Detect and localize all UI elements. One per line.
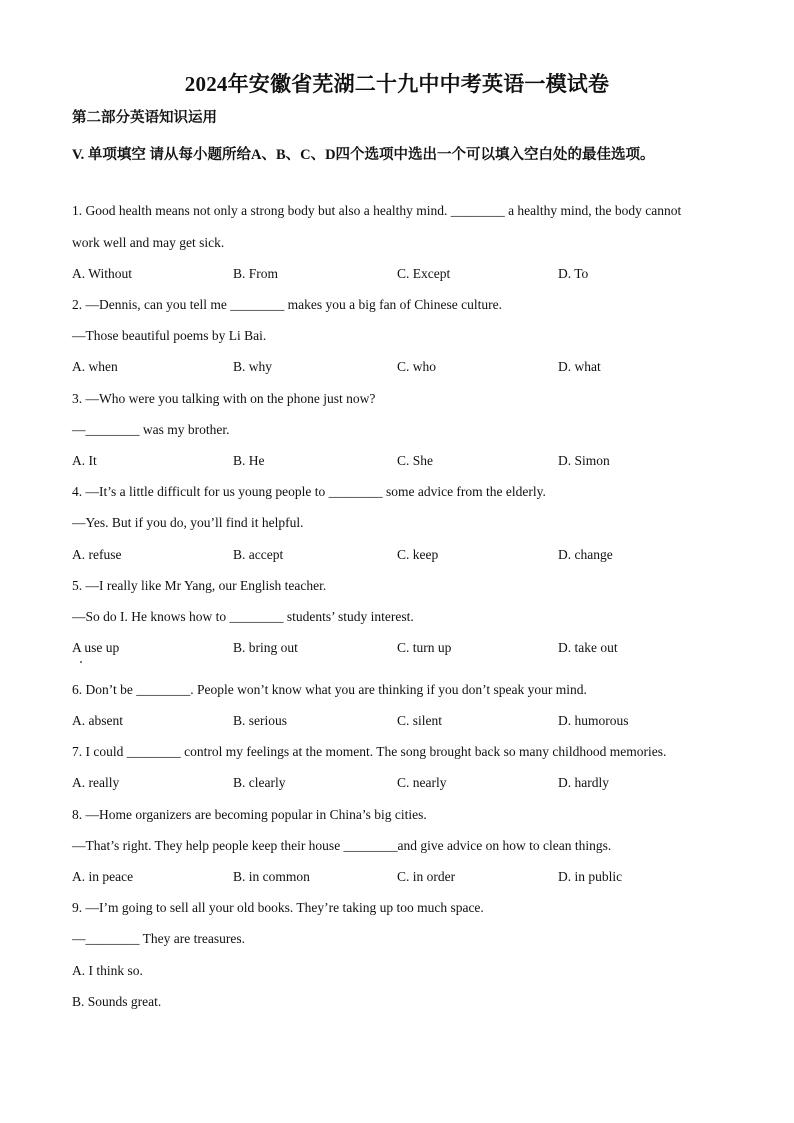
question-1-text: 1. Good health means not only a strong body but also a healthy mind. ________ a healthy mind, the body cannot: [72, 203, 682, 218]
question-3-option-d: D. Simon: [558, 453, 610, 468]
question-1-option-b: B. From: [233, 266, 279, 281]
question-6-option-a: A. absent: [72, 713, 123, 728]
question-6-text: 6. Don’t be ________. People won’t know what you are thinking if you don’t speak your mind.: [72, 682, 587, 697]
question-8-option-a: A. in peace: [72, 869, 134, 884]
section-heading: 第二部分英语知识运用: [72, 110, 217, 126]
question-7-text: 7. I could ________ control my feelings at the moment. The song brought back so many childhood memories.: [72, 744, 667, 759]
stray-dot-mark: [80, 661, 82, 663]
question-1-option-d: D. To: [558, 266, 589, 281]
question-3-option-a: A. It: [72, 453, 97, 468]
question-2-option-d: D. what: [558, 359, 601, 374]
question-3-option-b: B. He: [233, 453, 265, 468]
page-title: 2024年安徽省芜湖二十九中中考英语一模试卷: [184, 72, 610, 96]
question-9-option-b: B. Sounds great.: [72, 994, 162, 1009]
question-2-option-c: C. who: [397, 359, 437, 374]
question-4-option-b: B. accept: [233, 547, 284, 562]
question-7-option-c: C. nearly: [397, 775, 447, 790]
question-4-answer-line: —Yes. But if you do, you’ll find it helpful.: [72, 515, 304, 530]
question-5-text: 5. —I really like Mr Yang, our English teacher.: [72, 578, 327, 593]
question-6-option-c: C. silent: [397, 713, 443, 728]
question-9-option-a: A. I think so.: [72, 963, 143, 978]
question-3-answer-line: —________ was my brother.: [72, 422, 230, 437]
question-2-option-a: A. when: [72, 359, 118, 374]
question-3-text: 3. —Who were you talking with on the phone just now?: [72, 391, 376, 406]
question-4-text: 4. —It’s a little difficult for us young people to ________ some advice from the elderly.: [72, 484, 546, 499]
question-7-option-b: B. clearly: [233, 775, 286, 790]
question-7-option-a: A. really: [72, 775, 120, 790]
question-6-option-b: B. serious: [233, 713, 287, 728]
question-9-answer-line: —________ They are treasures.: [72, 931, 245, 946]
question-2-option-b: B. why: [233, 359, 273, 374]
question-2-text: 2. —Dennis, can you tell me ________ makes you a big fan of Chinese culture.: [72, 297, 503, 312]
question-8-option-c: C. in order: [397, 869, 456, 884]
question-5-option-b: B. bring out: [233, 640, 298, 655]
question-7-option-d: D. hardly: [558, 775, 609, 790]
question-3-option-c: C. She: [397, 453, 434, 468]
question-8-answer-line: —That’s right. They help people keep their house ________and give advice on how to clean things.: [72, 838, 612, 853]
instruction-text: V. 单项填空 请从每小题所给A、B、C、D四个选项中选出一个可以填入空白处的最佳选项。: [72, 147, 655, 163]
question-5-option-c: C. turn up: [397, 640, 452, 655]
question-5-option-a: A use up: [72, 640, 120, 655]
question-9-text: 9. —I’m going to sell all your old books. They’re taking up too much space.: [72, 900, 484, 915]
question-5-answer-line: —So do I. He knows how to ________ students’ study interest.: [72, 609, 414, 624]
question-8-option-b: B. in common: [233, 869, 310, 884]
question-4-option-c: C. keep: [397, 547, 439, 562]
question-4-option-a: A. refuse: [72, 547, 122, 562]
question-1-text-cont: work well and may get sick.: [72, 235, 225, 250]
question-1-option-c: C. Except: [397, 266, 451, 281]
question-8-option-d: D. in public: [558, 869, 623, 884]
question-4-option-d: D. change: [558, 547, 613, 562]
question-5-option-d: D. take out: [558, 640, 618, 655]
question-6-option-d: D. humorous: [558, 713, 629, 728]
question-1-option-a: A. Without: [72, 266, 132, 281]
question-2-answer-line: —Those beautiful poems by Li Bai.: [72, 328, 267, 343]
question-8-text: 8. —Home organizers are becoming popular in China’s big cities.: [72, 807, 427, 822]
